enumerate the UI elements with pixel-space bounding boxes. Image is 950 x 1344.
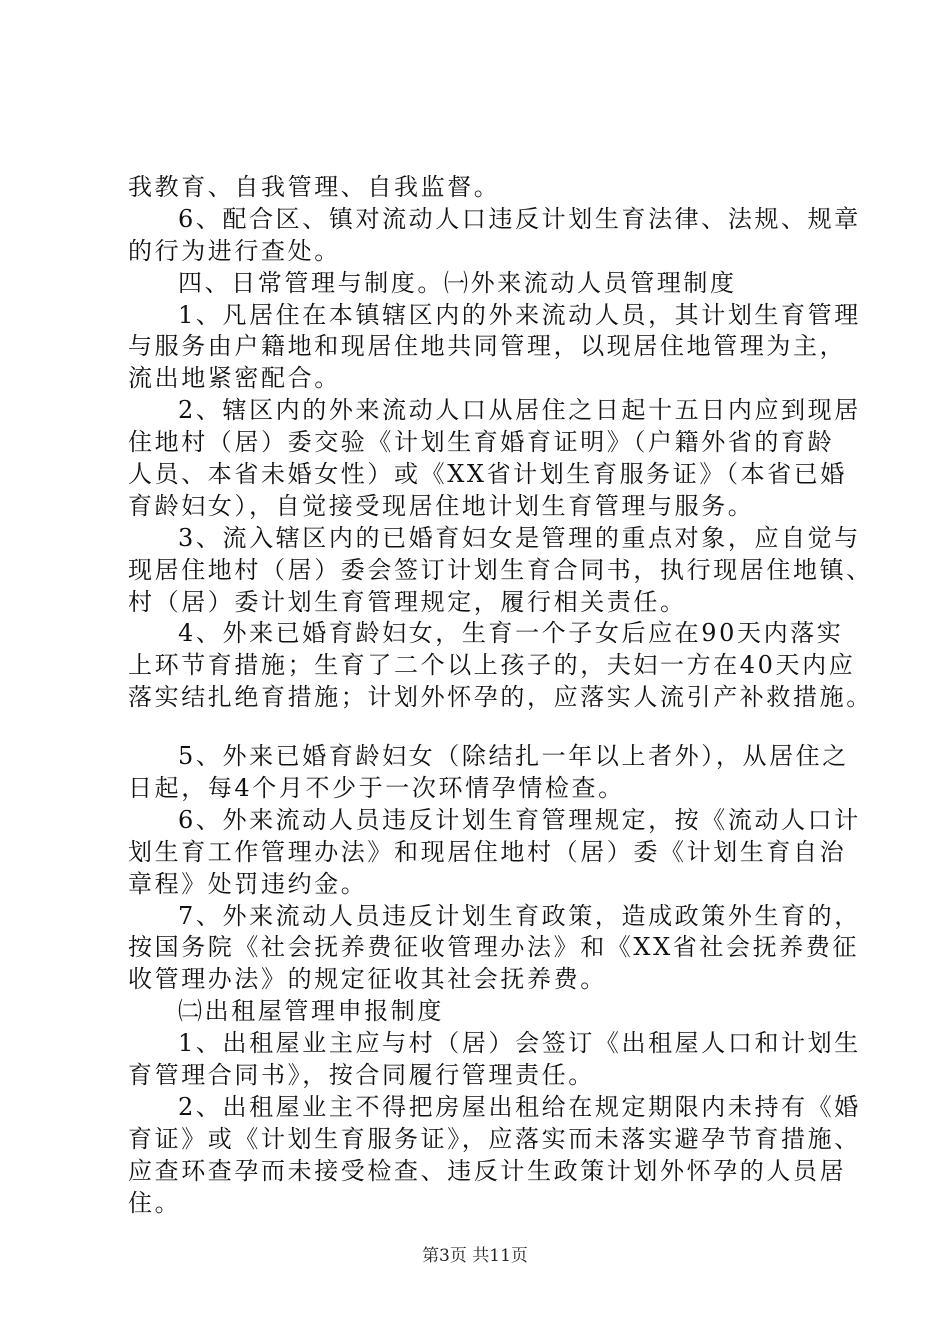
text-line: 流出地紧密配合。 bbox=[128, 364, 341, 393]
paragraph-first-line: 2、出租屋业主不得把房屋出租给在规定期限内未持有《婚 bbox=[178, 1092, 861, 1121]
paragraph-first-line: 1、出租屋业主应与村（居）会签订《出租屋人口和计划生 bbox=[178, 1029, 861, 1058]
text-line: 我教育、自我管理、自我监督。 bbox=[128, 173, 501, 201]
text-line: 划生育工作管理办法》和现居住地村（居）委《计划生育自治 bbox=[128, 837, 847, 866]
text-line: 章程》处罚违约金。 bbox=[128, 869, 368, 898]
paragraph-first-line: 6、配合区、镇对流动人口违反计划生育法律、法规、规章 bbox=[178, 204, 861, 233]
paragraph-gap bbox=[128, 714, 848, 741]
text-line: 育管理合同书》，按合同履行管理责任。 bbox=[128, 1061, 595, 1090]
paragraph-first-line: 1、凡居住在本镇辖区内的外来流动人员，其计划生育管理 bbox=[178, 300, 861, 329]
paragraph-first-line: 7、外来流动人员违反计划生育政策，造成政策外生育的， bbox=[178, 901, 861, 930]
paragraph-first-line: 6、外来流动人员违反计划生育管理规定，按《流动人口计 bbox=[178, 805, 861, 834]
text-line: 村（居）委计划生育管理规定，履行相关责任。 bbox=[128, 587, 687, 616]
text-line: 上环节育措施；生育了二个以上孩子的，夫妇一方在40天内应 bbox=[128, 651, 856, 680]
text-line: 收管理办法》的规定征收其社会抚养费。 bbox=[128, 965, 607, 994]
text-line: 育证》或《计划生育服务证》，应落实而未落实避孕节育措施、 bbox=[128, 1124, 861, 1153]
paragraph-first-line: 2、辖区内的外来流动人口从居住之日起十五日内应到现居 bbox=[178, 396, 861, 425]
text-line: 日起，每4个月不少于一次环情孕情检查。 bbox=[128, 774, 625, 803]
text-line: 按国务院《社会抚养费征收管理办法》和《XX省社会抚养费征 bbox=[128, 933, 859, 962]
document-body bbox=[128, 172, 873, 1220]
text-line: 应查环查孕而未接受检查、违反计生政策计划外怀孕的人员居 bbox=[128, 1156, 847, 1185]
section-heading: 四、日常管理与制度。㈠外来流动人员管理制度 bbox=[178, 268, 737, 297]
text-line: 人员、本省未婚女性）或《XX省计划生育服务证》（本省已婚 bbox=[128, 460, 847, 489]
paragraph-first-line: 5、外来已婚育龄妇女（除结扎一年以上者外），从居住之 bbox=[178, 742, 849, 771]
paragraph-first-line: 3、流入辖区内的已婚育妇女是管理的重点对象，应自觉与 bbox=[178, 523, 861, 552]
section-heading: ㈡出租屋管理申报制度 bbox=[178, 997, 444, 1026]
text-line: 现居住地村（居）委会签订计划生育合同书，执行现居住地镇、 bbox=[128, 555, 873, 584]
paragraph-first-line: 4、外来已婚育龄妇女，生育一个子女后应在90天内落实 bbox=[178, 619, 844, 648]
text-line: 育龄妇女），自觉接受现居住地计划生育管理与服务。 bbox=[128, 491, 755, 520]
text-line: 住地村（居）委交验《计划生育婚育证明》（户籍外省的育龄 bbox=[128, 428, 835, 457]
page-number-footer: 第3页 共11页 bbox=[422, 1246, 528, 1266]
text-line: 落实结扎绝育措施；计划外怀孕的，应落实人流引产补救措施。 bbox=[128, 683, 873, 712]
text-line: 与服务由户籍地和现居住地共同管理，以现居住地管理为主， bbox=[128, 332, 847, 361]
text-line: 住。 bbox=[128, 1188, 182, 1217]
text-line: 的行为进行查处。 bbox=[128, 236, 341, 265]
